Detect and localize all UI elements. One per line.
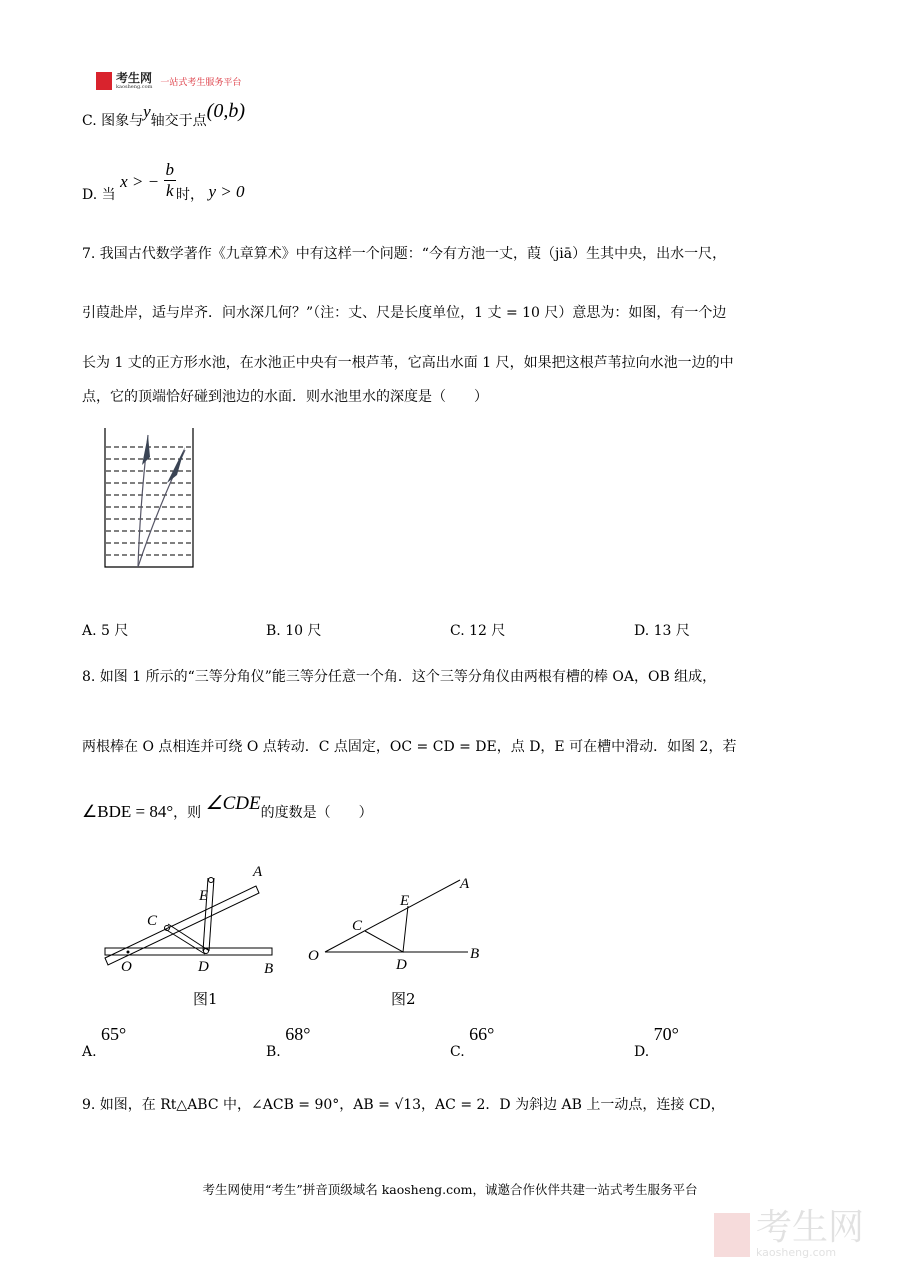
option-text: 图象与	[101, 113, 144, 129]
q8-line: 两根棒在 O 点相连并可绕 O 点转动．C 点固定，OC = CD = DE，点 D，E 可在槽中滑动．如图 2，若	[82, 739, 737, 755]
label-c: C	[352, 918, 363, 934]
q7-option-d: D. 13 尺	[634, 623, 690, 639]
footer-text: 考生网使用“考生”拼音顶级域名 kaosheng.com，诚邀合作伙伴共建一站式考生服务平台	[202, 1182, 698, 1197]
numerator: b	[165, 160, 175, 179]
option-value: 68°	[285, 1024, 311, 1044]
pool-reed-figure	[100, 425, 200, 571]
option-value: 66°	[469, 1024, 495, 1044]
label-a: A	[460, 876, 470, 892]
option-text: 当	[101, 187, 116, 203]
figure-1-trisector	[95, 858, 295, 988]
q8-option-b	[266, 1024, 311, 1060]
q7-option-b: B. 10 尺	[266, 623, 322, 639]
q9-line: 9. 如图，在 Rt△ABC 中，∠ACB = 90°，AB = √13，AC = 2．D 为斜边 AB 上一动点，连接 CD，	[82, 1097, 725, 1113]
label-b: B	[264, 961, 274, 977]
label-d: D	[396, 957, 407, 973]
math-expr: x > −	[120, 172, 160, 191]
text: ，则	[173, 805, 202, 821]
q6-option-c	[82, 100, 245, 131]
option-label: C.	[450, 1044, 465, 1060]
q7-line: 7. 我国古代数学著作《九章算术》中有这样一个问题：“今有方池一丈，葭（jiā）生其中央，出水一尺，	[82, 246, 727, 262]
q7-line: 点，它的顶端恰好碰到池边的水面．则水池里水的深度是（ ）	[82, 389, 488, 405]
label-o: O	[308, 948, 319, 964]
label-e: E	[400, 893, 410, 909]
label-b: B	[470, 946, 480, 962]
q7-option-c: C. 12 尺	[450, 623, 506, 639]
math-expr: y > 0	[208, 182, 245, 201]
option-label: B.	[266, 1044, 281, 1060]
watermark-logo	[714, 1207, 865, 1259]
q7-line: 引葭赴岸，适与岸齐．问水深几何？”（注：丈、尺是长度单位，1 丈 = 10 尺）意思为：如图，有一个边	[82, 305, 727, 321]
q8-option-a	[82, 1024, 127, 1060]
math-expr: ∠BDE = 84°	[82, 802, 174, 821]
logo-slogan: 一站式考生服务平台	[160, 77, 242, 88]
watermark-domain: kaosheng.com	[756, 1246, 837, 1259]
option-label: A.	[82, 1044, 97, 1060]
watermark-name: 考生网	[756, 1207, 865, 1248]
q8-line: 8. 如图 1 所示的“三等分角仪”能三等分任意一个角．这个三等分角仪由两根有槽的棒 OA，OB 组成，	[82, 669, 717, 685]
logo-mark-icon	[96, 72, 112, 90]
option-label: C.	[82, 113, 97, 129]
math-expr: ∠CDE	[205, 793, 261, 814]
q6-option-d	[82, 160, 245, 201]
figure-2-angle	[300, 858, 500, 988]
q7-option-a: A. 5 尺	[82, 623, 129, 639]
q8-option-d	[634, 1024, 679, 1060]
option-value: 70°	[653, 1024, 679, 1044]
header-logo	[96, 72, 241, 90]
label-d: D	[198, 959, 209, 975]
figure-1-caption: 图1	[193, 990, 218, 1008]
label-o: O	[121, 959, 132, 975]
option-label: D.	[82, 187, 98, 203]
q8-option-c	[450, 1024, 495, 1060]
fraction	[164, 160, 177, 201]
text: 的度数是（ ）	[260, 805, 373, 821]
option-value: 65°	[101, 1024, 127, 1044]
label-a: A	[253, 864, 263, 880]
logo-name: 考生网	[116, 70, 153, 85]
option-label: D.	[634, 1044, 650, 1060]
math-var: y	[143, 102, 151, 121]
label-c: C	[147, 913, 158, 929]
option-text: 轴交于点	[150, 113, 207, 129]
q8-line3	[82, 793, 373, 823]
logo-domain: kaosheng.com	[116, 83, 153, 90]
denominator: k	[166, 181, 174, 200]
option-text: 时，	[176, 187, 205, 203]
math-point: (0,b)	[206, 100, 245, 122]
q7-line: 长为 1 丈的正方形水池，在水池正中央有一根芦苇，它高出水面 1 尺，如果把这根芦苇拉向水池一边的中	[82, 355, 734, 371]
label-e: E	[199, 888, 209, 904]
watermark-mark-icon	[714, 1213, 750, 1257]
figure-2-caption: 图2	[391, 990, 416, 1008]
